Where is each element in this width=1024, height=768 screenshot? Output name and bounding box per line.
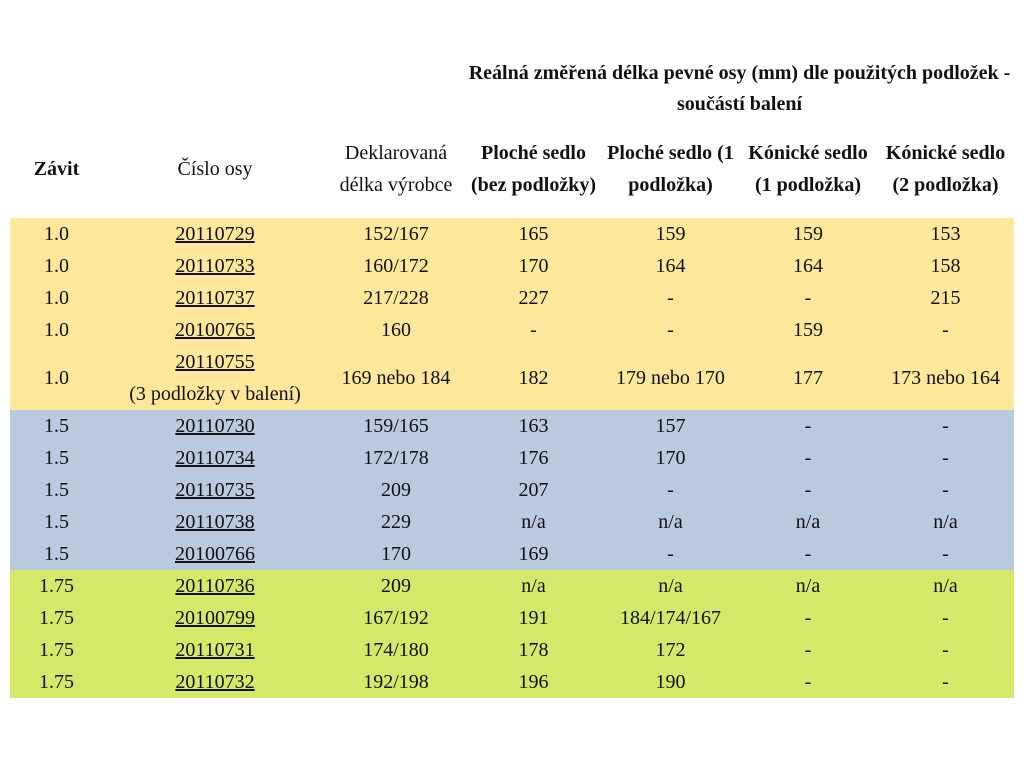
axle-number-cell [103,346,327,410]
declared-length-cell: 229 [327,506,465,538]
flat-1-washer-cell: 172 [602,634,739,666]
conical-1-washer-cell: - [739,282,877,314]
thread-cell: 1.0 [10,346,103,410]
axle-number-cell [103,474,327,506]
table-row [10,474,1014,506]
flat-1-washer-cell: 159 [602,218,739,250]
thread-cell: 1.75 [10,602,103,634]
declared-length-cell: 174/180 [327,634,465,666]
declared-length-cell: 160 [327,314,465,346]
flat-1-washer-cell: n/a [602,506,739,538]
conical-2-washer-cell: - [877,314,1014,346]
conical-1-washer-cell: - [739,410,877,442]
axle-number-cell [103,410,327,442]
axle-number-link[interactable]: 20110729 [175,223,255,245]
axle-number-link[interactable]: 20110755 [175,351,255,373]
axle-number-cell [103,666,327,698]
flat-1-washer-cell: 190 [602,666,739,698]
axle-number-cell [103,282,327,314]
flat-1-washer-cell: 170 [602,442,739,474]
conical-2-washer-cell: - [877,666,1014,698]
thread-cell: 1.0 [10,314,103,346]
table-row [10,410,1014,442]
column-header-thread: Závit [33,158,80,180]
conical-2-washer-cell: 153 [877,218,1014,250]
declared-length-cell: 217/228 [327,282,465,314]
axle-number-link[interactable]: 20110736 [175,575,255,597]
axle-length-table [10,58,1014,698]
header-group-row [10,58,1014,120]
flat-no-washer-cell: 169 [465,538,602,570]
axle-number-link[interactable]: 20110735 [175,479,255,501]
flat-no-washer-cell: 176 [465,442,602,474]
axle-number-cell [103,602,327,634]
axle-number-cell [103,538,327,570]
declared-length-cell: 209 [327,570,465,602]
axle-number-link[interactable]: 20110738 [175,511,255,533]
flat-no-washer-cell: 165 [465,218,602,250]
conical-1-washer-cell: 177 [739,346,877,410]
axle-number-cell [103,314,327,346]
declared-length-cell: 160/172 [327,250,465,282]
table-row [10,346,1014,410]
flat-no-washer-cell: 182 [465,346,602,410]
flat-no-washer-cell: - [465,314,602,346]
flat-no-washer-cell: 207 [465,474,602,506]
declared-length-cell: 170 [327,538,465,570]
conical-2-washer-cell: - [877,602,1014,634]
flat-no-washer-cell: 191 [465,602,602,634]
column-header-conical-1-washer: Kónické sedlo (1 podložka) [748,142,868,196]
thread-cell: 1.5 [10,474,103,506]
axle-number-cell [103,634,327,666]
thread-cell: 1.5 [10,442,103,474]
conical-2-washer-cell: - [877,634,1014,666]
table-row [10,602,1014,634]
column-header-conical-2-washer: Kónické sedlo (2 podložka) [885,142,1006,196]
declared-length-cell: 172/178 [327,442,465,474]
conical-2-washer-cell: - [877,410,1014,442]
flat-no-washer-cell: 196 [465,666,602,698]
conical-2-washer-cell: - [877,538,1014,570]
flat-no-washer-cell: n/a [465,506,602,538]
thread-cell: 1.5 [10,410,103,442]
axle-number-link[interactable]: 20110731 [175,639,255,661]
declared-length-cell: 169 nebo 184 [327,346,465,410]
table-row [10,314,1014,346]
flat-no-washer-cell: n/a [465,570,602,602]
flat-1-washer-cell: n/a [602,570,739,602]
conical-1-washer-cell: - [739,474,877,506]
conical-1-washer-cell: 164 [739,250,877,282]
axle-number-link[interactable]: 20110737 [175,287,255,309]
flat-1-washer-cell: 164 [602,250,739,282]
thread-cell: 1.75 [10,570,103,602]
conical-2-washer-cell: n/a [877,570,1014,602]
conical-1-washer-cell: - [739,602,877,634]
thread-cell: 1.0 [10,282,103,314]
flat-1-washer-cell: 184/174/167 [602,602,739,634]
conical-1-washer-cell: 159 [739,314,877,346]
flat-no-washer-cell: 227 [465,282,602,314]
declared-length-cell: 209 [327,474,465,506]
flat-1-washer-cell: 179 nebo 170 [602,346,739,410]
conical-1-washer-cell: n/a [739,506,877,538]
table-row [10,282,1014,314]
thread-cell: 1.0 [10,218,103,250]
conical-2-washer-cell: 215 [877,282,1014,314]
thread-cell: 1.5 [10,538,103,570]
axle-number-cell [103,506,327,538]
column-header-flat-1-washer: Ploché sedlo (1 podložka) [607,142,734,196]
axle-number-link[interactable]: 20100799 [175,607,255,629]
axle-number-link[interactable]: 20100765 [175,319,255,341]
measured-length-group-header: Reálná změřená délka pevné osy (mm) dle použitých podložek - součástí balení [468,62,1011,115]
thread-cell: 1.75 [10,634,103,666]
axle-number-link[interactable]: 20110734 [175,447,255,469]
conical-1-washer-cell: n/a [739,570,877,602]
declared-length-cell: 192/198 [327,666,465,698]
thread-cell: 1.5 [10,506,103,538]
conical-1-washer-cell: - [739,634,877,666]
conical-2-washer-cell: - [877,442,1014,474]
column-header-axle-number: Číslo osy [177,158,253,180]
table-row [10,442,1014,474]
table-row [10,506,1014,538]
conical-2-washer-cell: - [877,474,1014,506]
table-body [10,218,1014,698]
declared-length-cell: 152/167 [327,218,465,250]
table-row [10,634,1014,666]
conical-1-washer-cell: - [739,442,877,474]
axle-number-cell [103,250,327,282]
table-row [10,666,1014,698]
table-row [10,538,1014,570]
axle-number-link[interactable]: 20110730 [175,415,255,437]
conical-2-washer-cell: 173 nebo 164 [877,346,1014,410]
header-row [10,120,1014,218]
axle-number-cell [103,570,327,602]
table-row [10,570,1014,602]
table-row [10,250,1014,282]
column-header-flat-no-washer: Ploché sedlo (bez podložky) [471,142,596,196]
flat-no-washer-cell: 170 [465,250,602,282]
flat-1-washer-cell: 157 [602,410,739,442]
flat-no-washer-cell: 178 [465,634,602,666]
axle-number-link[interactable]: 20100766 [175,543,255,565]
thread-cell: 1.0 [10,250,103,282]
flat-1-washer-cell: - [602,474,739,506]
column-header-declared-length: Deklarovaná délka výrobce [339,142,453,196]
flat-no-washer-cell: 163 [465,410,602,442]
declared-length-cell: 159/165 [327,410,465,442]
thread-cell: 1.75 [10,666,103,698]
flat-1-washer-cell: - [602,282,739,314]
axle-number-cell [103,442,327,474]
conical-1-washer-cell: 159 [739,218,877,250]
table-row [10,218,1014,250]
axle-number-link[interactable]: 20110733 [175,255,255,277]
flat-1-washer-cell: - [602,314,739,346]
flat-1-washer-cell: - [602,538,739,570]
declared-length-cell: 167/192 [327,602,465,634]
axle-number-link[interactable]: 20110732 [175,671,255,693]
conical-2-washer-cell: n/a [877,506,1014,538]
axle-number-cell [103,218,327,250]
conical-1-washer-cell: - [739,538,877,570]
conical-2-washer-cell: 158 [877,250,1014,282]
axle-note: (3 podložky v balení) [129,383,301,405]
conical-1-washer-cell: - [739,666,877,698]
